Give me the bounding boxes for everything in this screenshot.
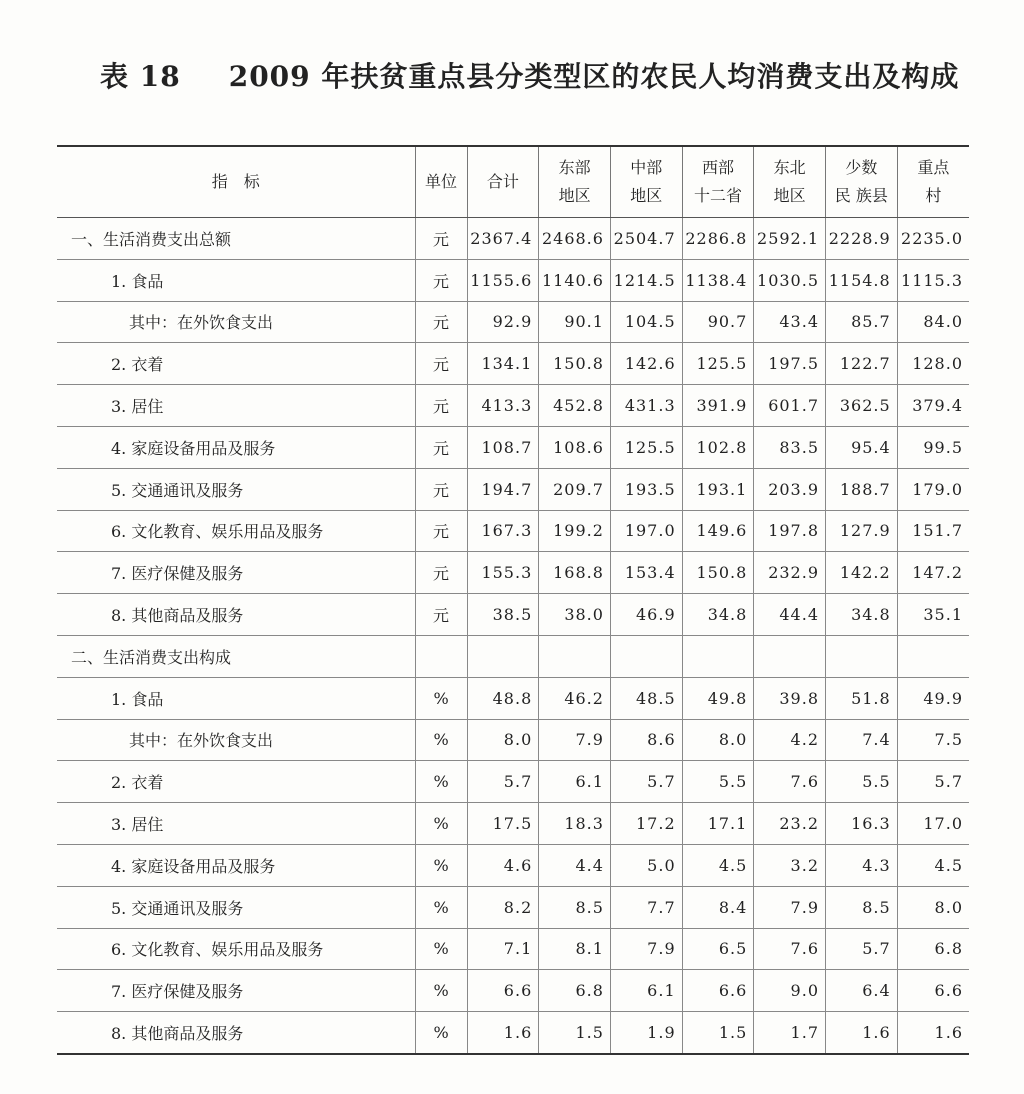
- table-title-text: 2009 年扶贫重点县分类型区的农民人均消费支出及构成: [228, 60, 960, 93]
- table-row: [57, 301, 969, 343]
- row-value: 150.8: [682, 552, 754, 594]
- row-indicator: 8. 其他商品及服务: [57, 1012, 415, 1054]
- row-value: 1.7: [754, 1012, 826, 1054]
- row-value: 379.4: [897, 385, 969, 427]
- row-value: 203.9: [754, 468, 826, 510]
- row-indicator: 3. 居住: [57, 803, 415, 845]
- row-value: 17.2: [610, 803, 682, 845]
- row-indicator: 二、生活消费支出构成: [57, 635, 415, 677]
- row-value: 7.6: [754, 928, 826, 970]
- row-indicator: 5. 交通通讯及服务: [57, 886, 415, 928]
- row-value: 34.8: [826, 594, 898, 636]
- row-value: 48.5: [610, 677, 682, 719]
- header-column: 少数 民 族县: [826, 146, 898, 218]
- row-value: 2468.6: [539, 218, 611, 260]
- row-value: 49.8: [682, 677, 754, 719]
- row-value: 6.6: [467, 970, 539, 1012]
- row-value: 431.3: [610, 385, 682, 427]
- row-value: 5.7: [826, 928, 898, 970]
- table-row: [57, 928, 969, 970]
- row-value: 3.2: [754, 844, 826, 886]
- row-value: 4.5: [897, 844, 969, 886]
- row-value: 99.5: [897, 426, 969, 468]
- row-indicator: 4. 家庭设备用品及服务: [57, 426, 415, 468]
- row-value: 179.0: [897, 468, 969, 510]
- row-value: 209.7: [539, 468, 611, 510]
- row-value: 108.7: [467, 426, 539, 468]
- row-value: 85.7: [826, 301, 898, 343]
- row-value: 1.5: [682, 1012, 754, 1054]
- row-value: 6.1: [539, 761, 611, 803]
- row-value: 1155.6: [467, 259, 539, 301]
- row-value: [539, 635, 611, 677]
- row-value: 7.6: [754, 761, 826, 803]
- row-value: 122.7: [826, 343, 898, 385]
- row-unit: %: [415, 719, 467, 761]
- row-value: 39.8: [754, 677, 826, 719]
- row-value: 8.5: [539, 886, 611, 928]
- table-row: [57, 677, 969, 719]
- row-value: 8.4: [682, 886, 754, 928]
- row-value: [897, 635, 969, 677]
- row-value: 125.5: [610, 426, 682, 468]
- row-value: 7.9: [610, 928, 682, 970]
- row-indicator: 1. 食品: [57, 259, 415, 301]
- row-unit: %: [415, 803, 467, 845]
- header-unit: 单位: [415, 146, 467, 218]
- row-unit: 元: [415, 343, 467, 385]
- row-value: 34.8: [682, 594, 754, 636]
- row-value: 46.9: [610, 594, 682, 636]
- row-value: 17.0: [897, 803, 969, 845]
- header-row: [57, 146, 969, 218]
- header-column: 中部 地区: [610, 146, 682, 218]
- row-indicator: 5. 交通通讯及服务: [57, 468, 415, 510]
- row-value: 167.3: [467, 510, 539, 552]
- table-row: [57, 552, 969, 594]
- row-value: 6.5: [682, 928, 754, 970]
- row-value: 8.5: [826, 886, 898, 928]
- row-indicator: 6. 文化教育、娱乐用品及服务: [57, 928, 415, 970]
- row-unit: 元: [415, 594, 467, 636]
- table-number: 表 18: [100, 60, 181, 93]
- row-value: 362.5: [826, 385, 898, 427]
- row-value: 1030.5: [754, 259, 826, 301]
- row-value: 6.8: [897, 928, 969, 970]
- table-row: [57, 259, 969, 301]
- table-row: [57, 803, 969, 845]
- row-value: 197.8: [754, 510, 826, 552]
- row-indicator: 8. 其他商品及服务: [57, 594, 415, 636]
- row-unit: 元: [415, 259, 467, 301]
- row-value: 7.9: [754, 886, 826, 928]
- row-value: 193.5: [610, 468, 682, 510]
- row-value: 142.2: [826, 552, 898, 594]
- row-value: 90.1: [539, 301, 611, 343]
- row-unit: %: [415, 761, 467, 803]
- row-value: [826, 635, 898, 677]
- row-value: 48.8: [467, 677, 539, 719]
- row-indicator: 7. 医疗保健及服务: [57, 552, 415, 594]
- row-value: 5.5: [826, 761, 898, 803]
- row-value: 35.1: [897, 594, 969, 636]
- row-value: 125.5: [682, 343, 754, 385]
- row-unit: %: [415, 886, 467, 928]
- table-title: [100, 55, 959, 95]
- row-value: 1115.3: [897, 259, 969, 301]
- table-body: [57, 218, 969, 1054]
- row-value: 90.7: [682, 301, 754, 343]
- row-value: 2367.4: [467, 218, 539, 260]
- row-indicator: 3. 居住: [57, 385, 415, 427]
- row-value: 2504.7: [610, 218, 682, 260]
- row-unit: %: [415, 1012, 467, 1054]
- table-row: [57, 594, 969, 636]
- table-row: [57, 844, 969, 886]
- table-row: [57, 385, 969, 427]
- table-row: [57, 970, 969, 1012]
- table-row: [57, 343, 969, 385]
- row-unit: %: [415, 928, 467, 970]
- row-value: 92.9: [467, 301, 539, 343]
- row-value: 1214.5: [610, 259, 682, 301]
- row-value: 6.6: [897, 970, 969, 1012]
- row-value: 188.7: [826, 468, 898, 510]
- table-header: [57, 146, 969, 218]
- row-value: 1.6: [467, 1012, 539, 1054]
- row-value: 601.7: [754, 385, 826, 427]
- row-value: 4.6: [467, 844, 539, 886]
- row-value: 168.8: [539, 552, 611, 594]
- row-value: 4.3: [826, 844, 898, 886]
- row-value: 84.0: [897, 301, 969, 343]
- row-indicator: 一、生活消费支出总额: [57, 218, 415, 260]
- row-value: 1140.6: [539, 259, 611, 301]
- row-value: [467, 635, 539, 677]
- row-value: 193.1: [682, 468, 754, 510]
- row-value: 8.0: [467, 719, 539, 761]
- row-value: 7.5: [897, 719, 969, 761]
- row-value: 6.8: [539, 970, 611, 1012]
- row-value: 1.6: [897, 1012, 969, 1054]
- row-value: 17.5: [467, 803, 539, 845]
- row-unit: 元: [415, 510, 467, 552]
- table-row: [57, 218, 969, 260]
- header-column: 合计: [467, 146, 539, 218]
- row-unit: %: [415, 677, 467, 719]
- row-value: 391.9: [682, 385, 754, 427]
- row-value: 38.0: [539, 594, 611, 636]
- row-value: 197.5: [754, 343, 826, 385]
- row-value: 151.7: [897, 510, 969, 552]
- table-row: [57, 886, 969, 928]
- row-value: 4.5: [682, 844, 754, 886]
- row-value: 16.3: [826, 803, 898, 845]
- row-value: 4.4: [539, 844, 611, 886]
- row-value: 155.3: [467, 552, 539, 594]
- row-value: 7.1: [467, 928, 539, 970]
- row-value: 5.7: [610, 761, 682, 803]
- row-value: 6.4: [826, 970, 898, 1012]
- row-value: 149.6: [682, 510, 754, 552]
- table-row: [57, 510, 969, 552]
- row-value: 153.4: [610, 552, 682, 594]
- row-value: 83.5: [754, 426, 826, 468]
- row-value: [754, 635, 826, 677]
- row-value: 43.4: [754, 301, 826, 343]
- row-indicator: 其中：在外饮食支出: [57, 719, 415, 761]
- row-value: 194.7: [467, 468, 539, 510]
- row-value: 1.5: [539, 1012, 611, 1054]
- row-value: 7.7: [610, 886, 682, 928]
- row-value: 5.7: [467, 761, 539, 803]
- row-value: 108.6: [539, 426, 611, 468]
- row-unit: 元: [415, 552, 467, 594]
- row-value: 142.6: [610, 343, 682, 385]
- row-unit: 元: [415, 385, 467, 427]
- row-value: 197.0: [610, 510, 682, 552]
- row-value: 134.1: [467, 343, 539, 385]
- row-value: 5.0: [610, 844, 682, 886]
- row-unit: 元: [415, 218, 467, 260]
- row-indicator: 6. 文化教育、娱乐用品及服务: [57, 510, 415, 552]
- row-indicator: 其中：在外饮食支出: [57, 301, 415, 343]
- row-value: 199.2: [539, 510, 611, 552]
- row-value: 23.2: [754, 803, 826, 845]
- row-value: 1.6: [826, 1012, 898, 1054]
- row-value: 4.2: [754, 719, 826, 761]
- table-row: [57, 468, 969, 510]
- row-unit: [415, 635, 467, 677]
- row-value: 6.6: [682, 970, 754, 1012]
- row-value: 8.0: [897, 886, 969, 928]
- row-value: 2286.8: [682, 218, 754, 260]
- row-value: 8.2: [467, 886, 539, 928]
- row-unit: %: [415, 970, 467, 1012]
- row-value: 95.4: [826, 426, 898, 468]
- row-value: 44.4: [754, 594, 826, 636]
- header-column: 东部 地区: [539, 146, 611, 218]
- row-value: 150.8: [539, 343, 611, 385]
- row-value: 1.9: [610, 1012, 682, 1054]
- row-value: 232.9: [754, 552, 826, 594]
- table-row: [57, 719, 969, 761]
- row-value: 128.0: [897, 343, 969, 385]
- row-unit: 元: [415, 301, 467, 343]
- row-value: 51.8: [826, 677, 898, 719]
- row-indicator: 7. 医疗保健及服务: [57, 970, 415, 1012]
- row-value: 1138.4: [682, 259, 754, 301]
- row-indicator: 1. 食品: [57, 677, 415, 719]
- row-value: 2592.1: [754, 218, 826, 260]
- row-indicator: 2. 衣着: [57, 761, 415, 803]
- row-value: 17.1: [682, 803, 754, 845]
- row-value: 5.5: [682, 761, 754, 803]
- row-indicator: 4. 家庭设备用品及服务: [57, 844, 415, 886]
- header-column: 东北 地区: [754, 146, 826, 218]
- row-value: 18.3: [539, 803, 611, 845]
- table-row: [57, 761, 969, 803]
- row-value: 452.8: [539, 385, 611, 427]
- row-value: 2235.0: [897, 218, 969, 260]
- header-column: 重点 村: [897, 146, 969, 218]
- row-value: 104.5: [610, 301, 682, 343]
- row-indicator: 2. 衣着: [57, 343, 415, 385]
- row-value: [610, 635, 682, 677]
- row-value: 102.8: [682, 426, 754, 468]
- header-column: 西部 十二省: [682, 146, 754, 218]
- table-row: [57, 426, 969, 468]
- row-value: 413.3: [467, 385, 539, 427]
- row-value: 5.7: [897, 761, 969, 803]
- row-value: 2228.9: [826, 218, 898, 260]
- row-value: 46.2: [539, 677, 611, 719]
- data-table: [57, 145, 969, 1055]
- row-value: 147.2: [897, 552, 969, 594]
- row-unit: %: [415, 844, 467, 886]
- row-value: 8.1: [539, 928, 611, 970]
- row-value: 9.0: [754, 970, 826, 1012]
- row-unit: 元: [415, 426, 467, 468]
- table-row: [57, 635, 969, 677]
- row-value: 127.9: [826, 510, 898, 552]
- row-value: 6.1: [610, 970, 682, 1012]
- row-value: 38.5: [467, 594, 539, 636]
- row-value: 1154.8: [826, 259, 898, 301]
- table-row: [57, 1012, 969, 1054]
- row-value: 8.6: [610, 719, 682, 761]
- row-value: 8.0: [682, 719, 754, 761]
- row-unit: 元: [415, 468, 467, 510]
- row-value: 7.9: [539, 719, 611, 761]
- header-indicator: 指 标: [57, 146, 415, 218]
- row-value: 7.4: [826, 719, 898, 761]
- row-value: 49.9: [897, 677, 969, 719]
- row-value: [682, 635, 754, 677]
